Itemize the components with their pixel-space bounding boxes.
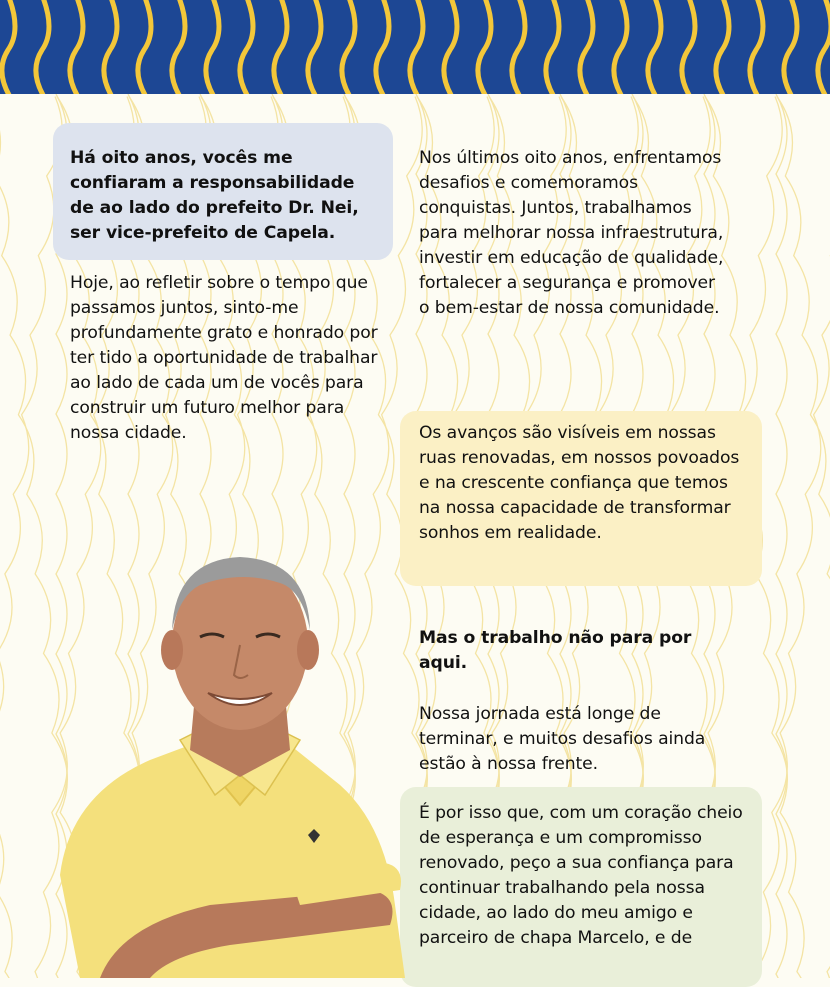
banner-stripe <box>70 0 83 94</box>
banner-stripe <box>308 0 321 94</box>
banner-stripe <box>682 0 695 94</box>
banner-stripe <box>342 0 355 94</box>
banner-stripe <box>36 0 49 94</box>
banner-stripe <box>546 0 559 94</box>
banner-stripe <box>206 0 219 94</box>
banner-stripe <box>784 0 797 94</box>
banner-stripe <box>410 0 423 94</box>
banner-stripe <box>172 0 185 94</box>
intro-bold-text: Há oito anos, vocês me confiaram a responsabilidade de ao lado do prefeito Dr. Nei, ser vice-prefeito de Capela. <box>70 148 359 243</box>
banner-stripe <box>478 0 491 94</box>
achievements-paragraph: Nos últimos oito anos, enfrentamos desafios e comemoramos conquistas. Juntos, trabalhamos para melhorar nossa infraestrutura, investir em educação de qualidade, fortalecer a segurança e promover o bem-estar de nossa comunidade. <box>419 148 724 318</box>
work-continues-heading: Mas o trabalho não para por aqui. <box>419 628 692 673</box>
header-banner <box>0 0 830 94</box>
banner-stripe <box>648 0 661 94</box>
banner-stripe <box>240 0 253 94</box>
banner-stripe <box>750 0 763 94</box>
banner-stripe <box>614 0 627 94</box>
journey-paragraph: Nossa jornada está longe de terminar, e muitos desafios ainda estão à nossa frente. <box>419 704 706 774</box>
wave-line <box>776 94 787 978</box>
banner-stripe <box>104 0 117 94</box>
banner-stripe <box>580 0 593 94</box>
wave-line <box>819 96 830 978</box>
progress-paragraph: Os avanços são visíveis em nossas ruas renovadas, em nossos povoados e na crescente confiança que temos na nossa capacidade de transformar sonhos em realidade. <box>419 423 740 543</box>
banner-stripe <box>512 0 525 94</box>
banner-stripe <box>2 0 15 94</box>
appeal-paragraph: É por isso que, com um coração cheio de esperança e um compromisso renovado, peço a sua confiança para continuar trabalhando pela nossa cidade, ao lado do meu amigo e parceiro de chapa Marcelo, e de <box>419 803 743 948</box>
wave-line <box>0 95 24 978</box>
banner-stripe <box>138 0 151 94</box>
banner-stripe <box>274 0 287 94</box>
banner-stripe <box>376 0 389 94</box>
banner-stripe <box>818 0 830 94</box>
banner-stripe <box>716 0 729 94</box>
reflection-paragraph: Hoje, ao refletir sobre o tempo que passamos juntos, sinto-me profundamente grato e honrado por ter tido a oportunidade de trabalhar ao lado de cada um de vocês para construir um futuro melhor para nossa cidade. <box>70 273 378 443</box>
banner-stripes <box>0 0 830 94</box>
banner-stripe <box>444 0 457 94</box>
candidate-portrait <box>40 545 420 978</box>
wave-line <box>777 95 830 978</box>
